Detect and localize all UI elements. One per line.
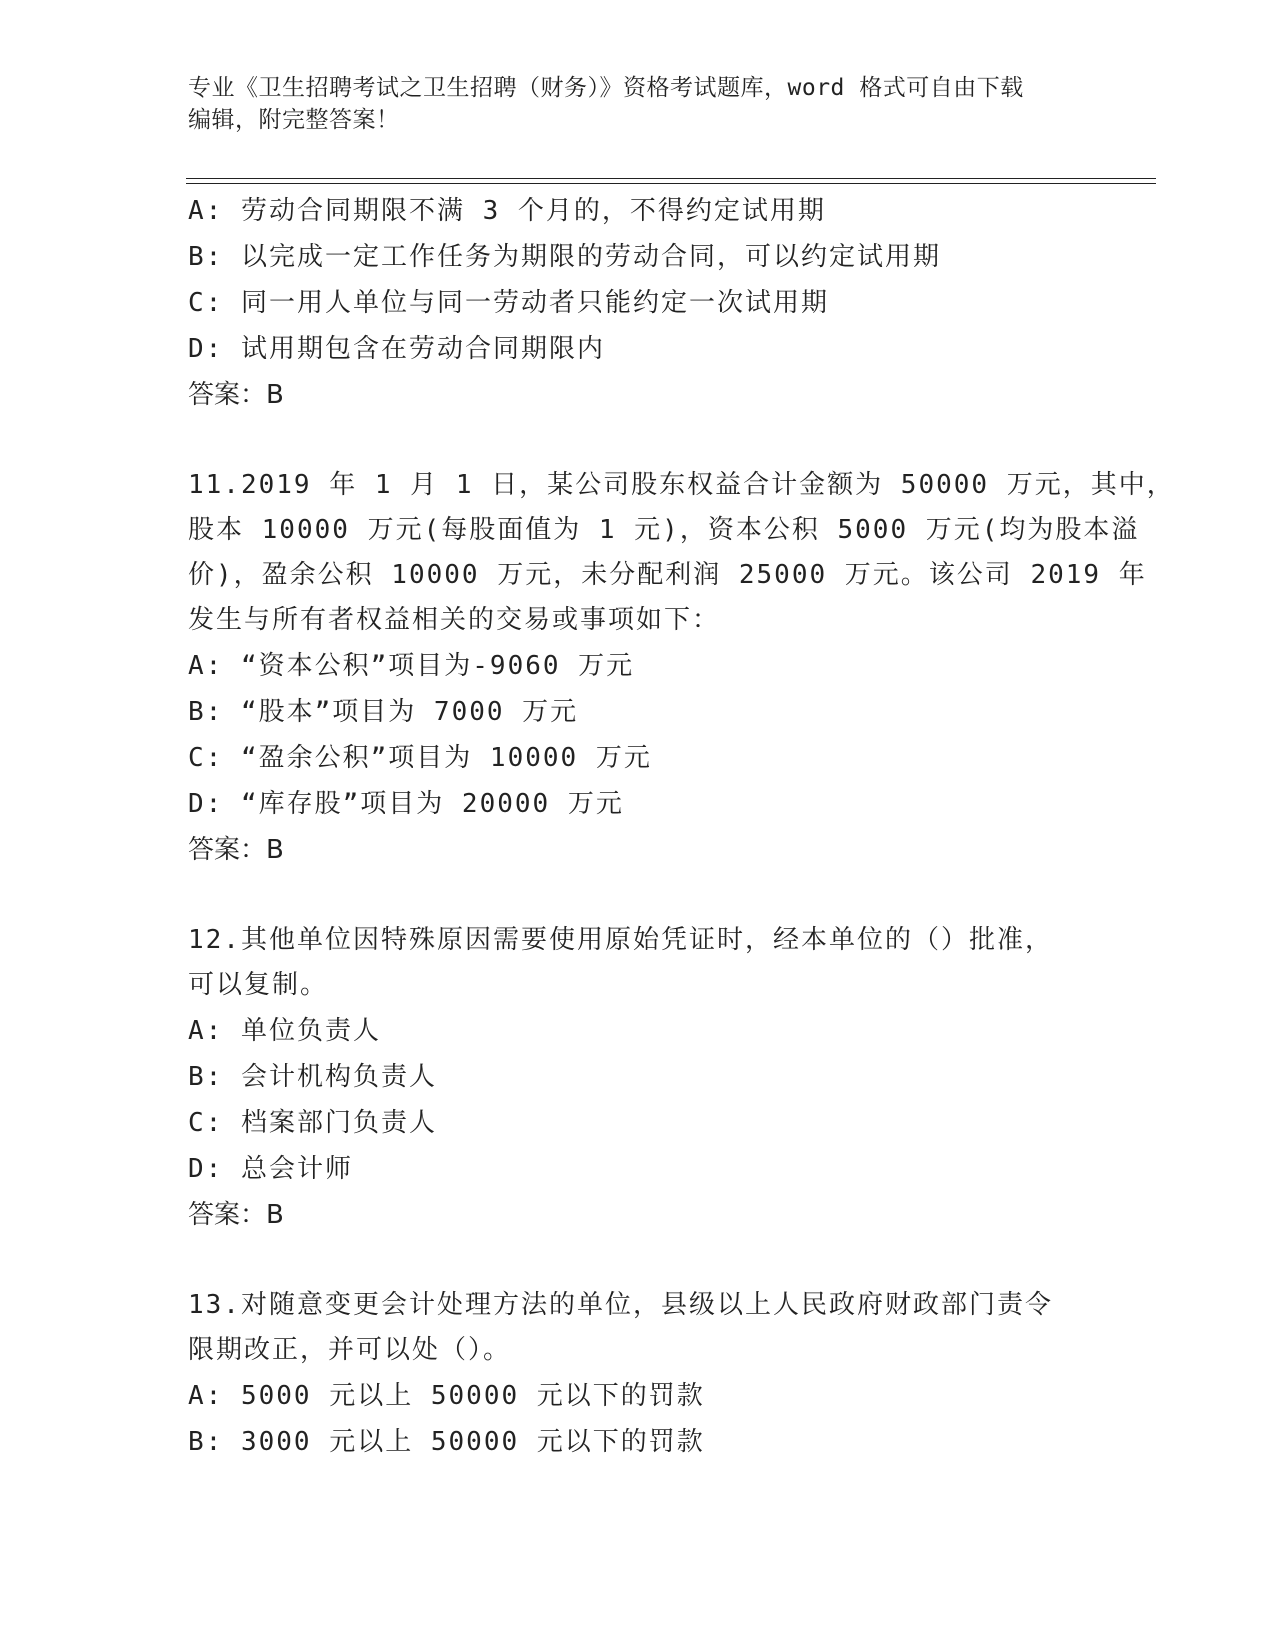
question-stem-line: 13.对随意变更会计处理方法的单位，县级以上人民政府财政部门责令: [188, 1290, 1053, 1320]
question-stem-line: 可以复制。: [188, 970, 329, 1000]
answer: 答案：B: [188, 380, 284, 410]
question-stem-line: 12.其他单位因特殊原因需要使用原始凭证时，经本单位的（）批准，: [188, 925, 1053, 955]
question-content: [188, 188, 1175, 1465]
option-b: B: “股本”项目为 7000 万元: [188, 697, 579, 727]
question-11: [188, 463, 1175, 873]
option-c: C: 同一用人单位与同一劳动者只能约定一次试用期: [188, 288, 829, 318]
question-10: [188, 188, 1088, 418]
document-header: [188, 72, 1068, 136]
option-d: D: “库存股”项目为 20000 万元: [188, 789, 624, 819]
question-12: [188, 918, 1088, 1238]
option-a: A: 单位负责人: [188, 1016, 381, 1046]
answer: 答案：B: [188, 1200, 284, 1230]
question-stem-line: 股本 10000 万元(每股面值为 1 元)，资本公积 5000 万元(均为股本溢: [188, 515, 1140, 545]
question-stem-line: 发生与所有者权益相关的交易或事项如下：: [188, 605, 721, 635]
question-13: [188, 1283, 1088, 1465]
header-line-2: 编辑，附完整答案！: [188, 107, 400, 133]
question-stem-line: 价)，盈余公积 10000 万元，未分配利润 25000 万元。该公司 2019 年: [188, 560, 1147, 590]
spacer: [188, 1238, 1088, 1283]
option-a: A: “资本公积”项目为-9060 万元: [188, 651, 635, 681]
header-line-1: 专业《卫生招聘考试之卫生招聘（财务）》资格考试题库，word 格式可自由下载: [188, 75, 1024, 101]
question-stem-line: 限期改正，并可以处（）。: [188, 1335, 512, 1365]
answer: 答案：B: [188, 835, 284, 865]
option-b: B: 以完成一定工作任务为期限的劳动合同，可以约定试用期: [188, 242, 941, 272]
option-d: D: 总会计师: [188, 1154, 353, 1184]
header-divider: [186, 178, 1156, 184]
option-c: C: “盈余公积”项目为 10000 万元: [188, 743, 652, 773]
option-b: B: 会计机构负责人: [188, 1062, 437, 1092]
spacer: [188, 873, 1088, 918]
option-a: A: 5000 元以上 50000 元以下的罚款: [188, 1381, 705, 1411]
option-d: D: 试用期包含在劳动合同期限内: [188, 334, 605, 364]
option-a: A: 劳动合同期限不满 3 个月的，不得约定试用期: [188, 196, 826, 226]
question-stem-line: 11.2019 年 1 月 1 日，某公司股东权益合计金额为 50000 万元，其中，: [188, 470, 1175, 500]
spacer: [188, 418, 1088, 463]
option-c: C: 档案部门负责人: [188, 1108, 437, 1138]
option-b: B: 3000 元以上 50000 元以下的罚款: [188, 1427, 705, 1457]
